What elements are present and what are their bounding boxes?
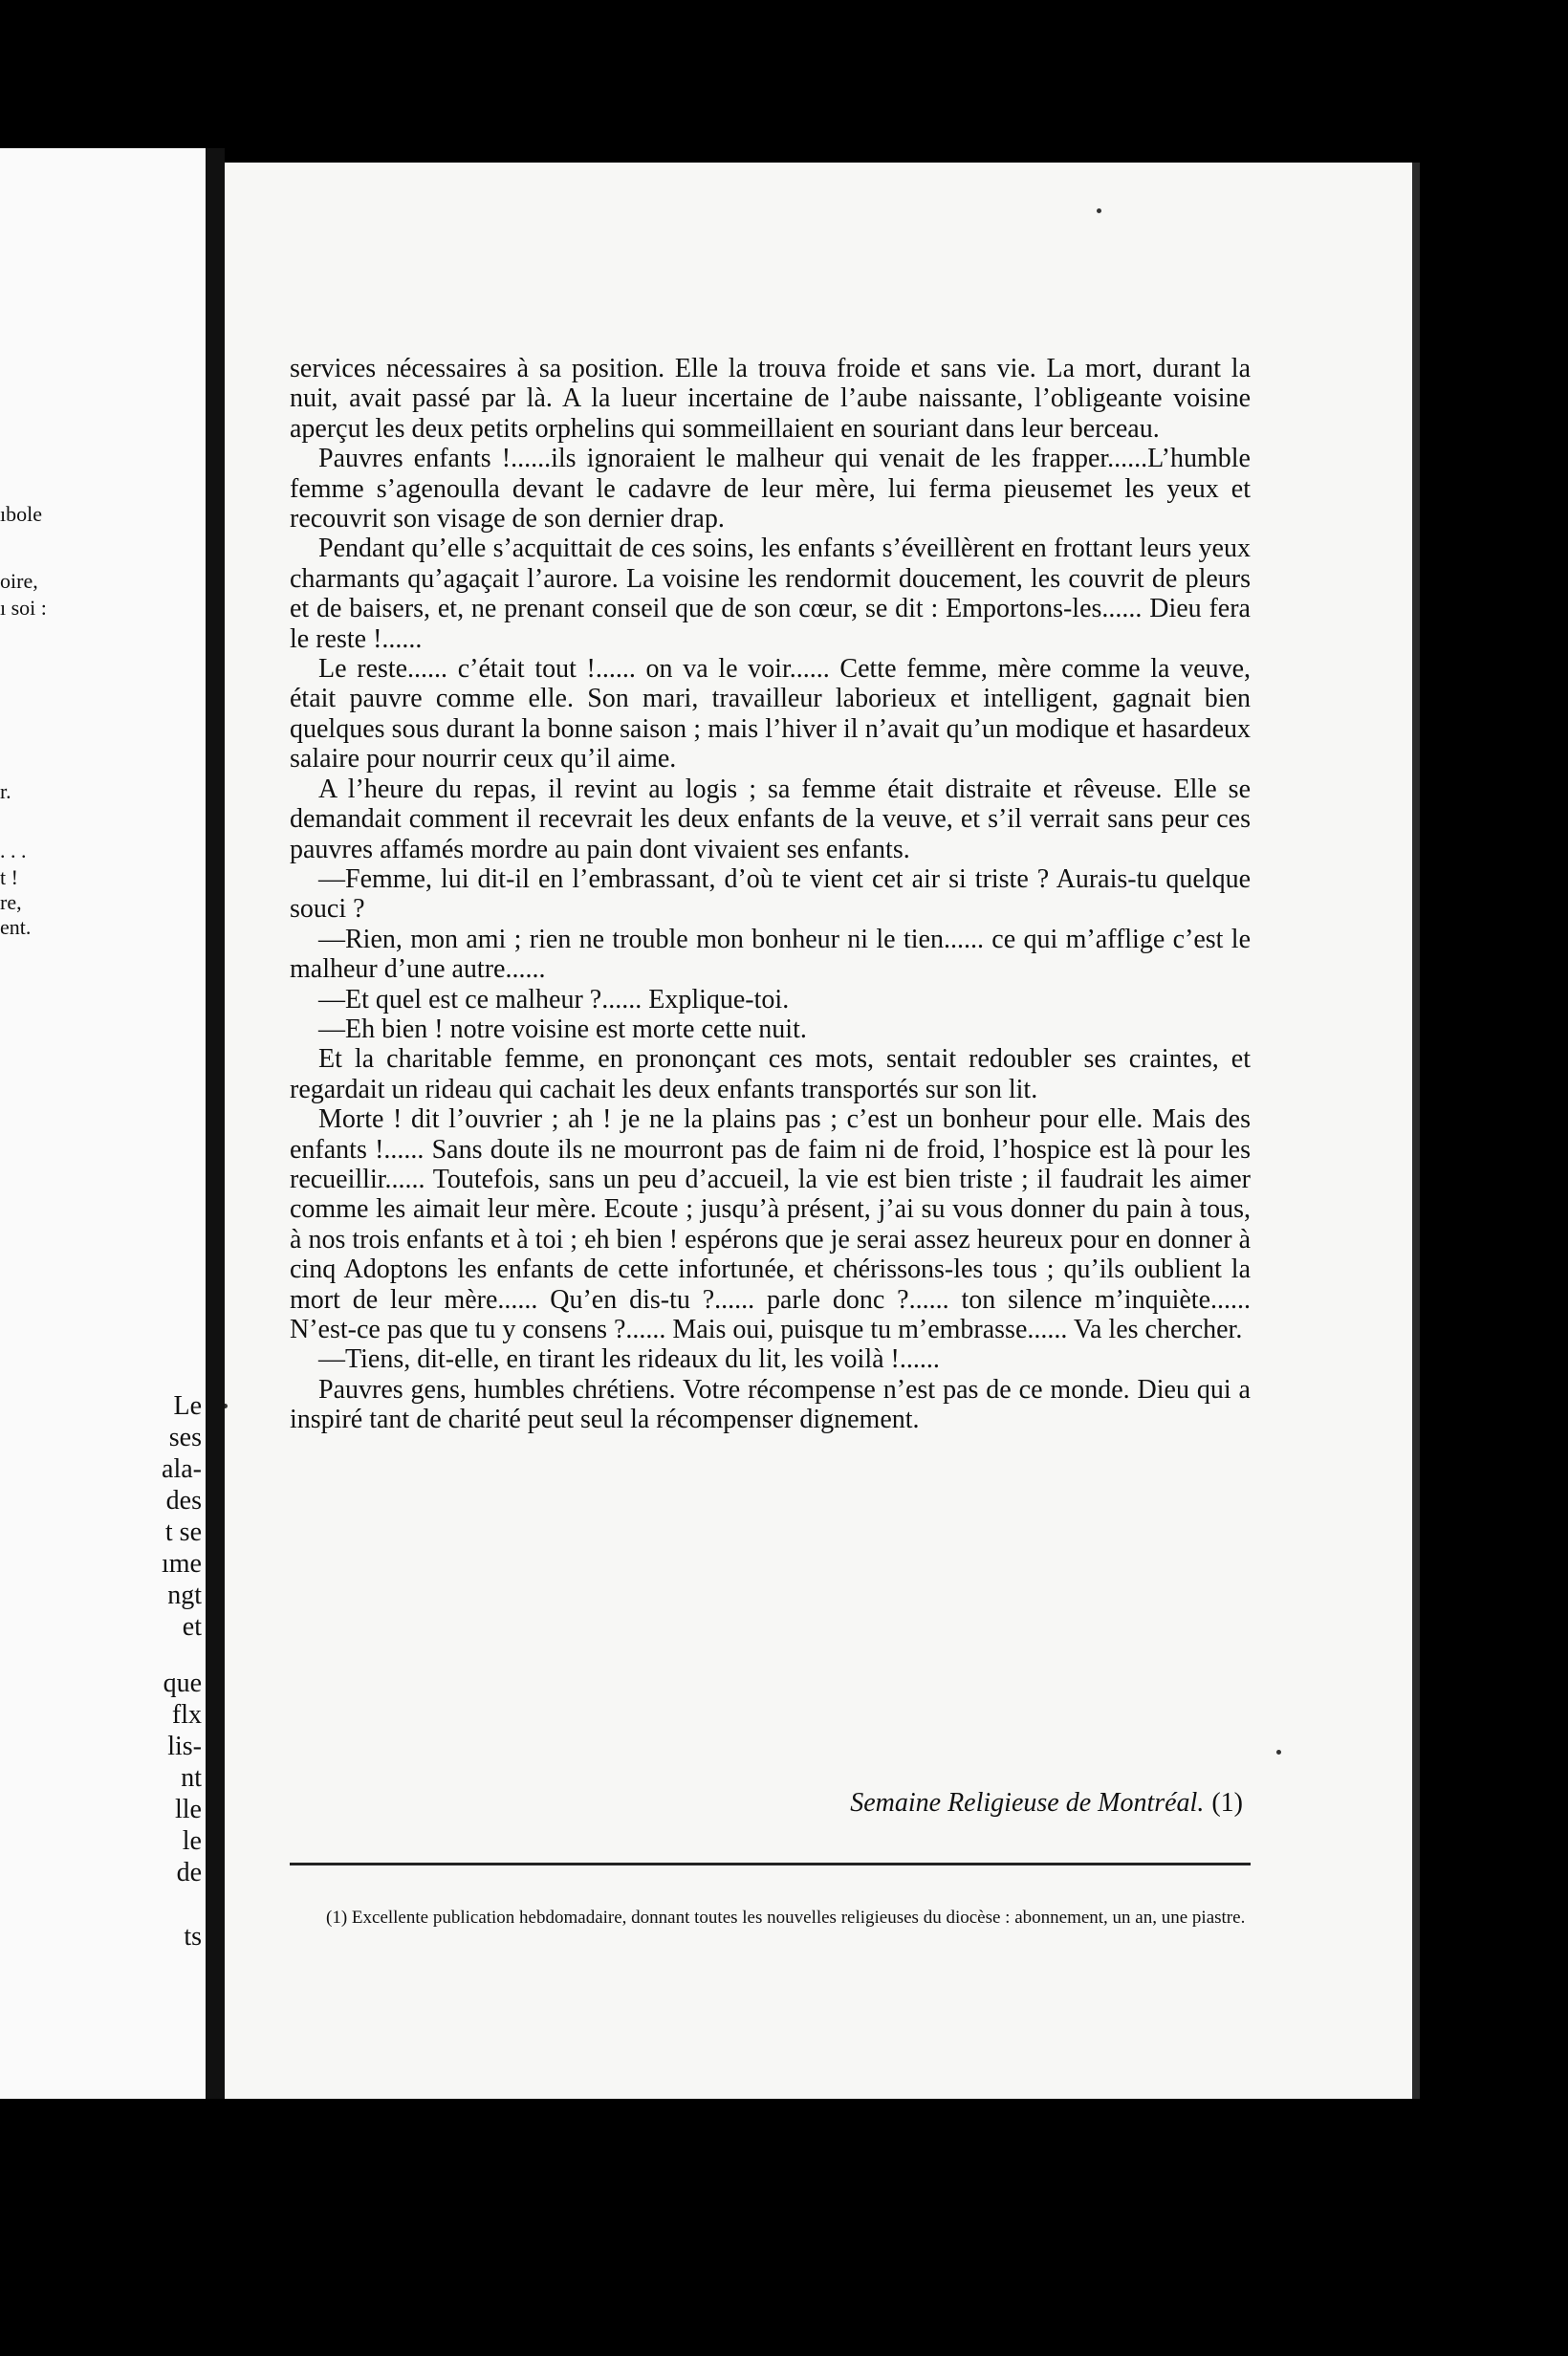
scan-speck [1276, 1750, 1281, 1755]
left-fragment: le [182, 1826, 202, 1856]
paragraph: —Eh bien ! notre voisine est morte cette nuit. [318, 1014, 807, 1044]
paragraph: Morte ! dit l’ouvrier ; ah ! je ne la plains pas ; c’est un bonheur pour elle. Mais des enfants !...... Sans doute ils ne mourront pas de faim ni de froid, l’hospice est là pour les recueillir...... Toutefois, sans un peu d’accueil, la vie est bien triste ; il faudrait les aimer comme les aimait leur mère. Ecoute ; jusqu’à présent, j’ai su vous donner du pain à tous, à nos trois enfants et à toi ; eh bien ! espérons que je serai assez heureux pour en donner à cinq Adoptons les enfants de cette infortunée, et chérissons-les tous ; qu’ils oublient la mort de leur mère...... Qu’en dis-tu ?...... parle donc ?...... ton silence m’inquiète...... N’est-ce pas que tu y consens ?...... Mais oui, puisque tu m’embrasse...... Va les chercher. [290, 1104, 1251, 1344]
left-fragment: ıme [162, 1549, 202, 1579]
paragraph: services nécessaires à sa position. Elle la trouva froide et sans vie. La mort, durant la nuit, avait passé par là. A la lueur incertaine de l’aube naissante, l’obligeante voisine aperçut les deux petits orphelins qui sommeillaient en souriant dans leur berceau. [290, 354, 1251, 444]
left-fragment: Le [173, 1391, 202, 1421]
paragraph: A l’heure du repas, il revint au logis ; sa femme était distraite et rêveuse. Elle se demandait comment il recevrait les deux enfants de la veuve, et s’il verrait sans peur ces pauvres affamés mordre au pain dont vivaient ses enfants. [290, 774, 1251, 864]
left-fragment: ent. [0, 915, 32, 939]
footnote-reference: (1) [1211, 1788, 1243, 1818]
left-fragment: ala- [162, 1454, 202, 1484]
article-body [290, 354, 1251, 1435]
adjacent-page-fragment [0, 148, 206, 2099]
left-fragment: oire, [0, 569, 38, 593]
paragraph: Pauvres gens, humbles chrétiens. Votre récompense n’est pas de ce monde. Dieu qui a inspiré tant de charité peut seul la récompenser dignement. [290, 1374, 1251, 1435]
paragraph: Pauvres enfants !......ils ignoraient le malheur qui venait de les frapper......L’humble femme s’agenoulla devant le cadavre de leur mère, lui ferma pieusemet les yeux et recouvrit son visage de son dernier drap. [290, 444, 1251, 534]
page-edge-shadow [1412, 163, 1420, 2099]
source-name: Semaine Religieuse de Montréal. [850, 1788, 1205, 1818]
scan-speck [225, 1404, 228, 1408]
left-fragment: de [176, 1858, 202, 1887]
left-fragment: r. [0, 779, 11, 803]
paragraph: —Rien, mon ami ; rien ne trouble mon bonheur ni le tien...... ce qui m’afflige c’est le malheur d’une autre...... [290, 924, 1251, 985]
footnote-divider [290, 1863, 1251, 1865]
left-fragment: flx [171, 1700, 202, 1730]
left-fragment: et [182, 1612, 202, 1642]
left-fragment: ses [168, 1423, 202, 1452]
left-fragment: t ! [0, 865, 18, 889]
paragraph: Le reste...... c’était tout !...... on va le voir...... Cette femme, mère comme la veuve, était pauvre comme elle. Son mari, travailleur laborieux et intelligent, gagnait bien quelques sous durant la bonne saison ; mais l’hiver il n’avait qu’un modique et hasardeux salaire pour nourrir ceux qu’il aime. [290, 654, 1251, 774]
left-fragment: . . . [0, 839, 27, 862]
source-attribution [850, 1788, 1243, 1819]
left-fragment: lle [175, 1795, 202, 1824]
page-gutter [206, 148, 225, 2099]
left-fragment: des [165, 1486, 202, 1516]
left-fragment: ıbole [0, 502, 42, 526]
footnote: (1) Excellente publication hebdomadaire, donnant toutes les nouvelles religieuses du diocèse : abonnement, un an, une piastre. [326, 1908, 1246, 1928]
left-fragment: re, [0, 890, 22, 914]
left-fragment: ı soi : [0, 596, 47, 620]
left-fragment: nt [181, 1763, 202, 1793]
main-page [225, 163, 1420, 2099]
paragraph: Pendant qu’elle s’acquittait de ces soins, les enfants s’éveillèrent en frottant leurs yeux charmants qu’agaçait l’aurore. La voisine les rendormit doucement, les couvrit de pleurs et de baisers, et, ne prenant conseil que de son cœur, se dit : Emportons-les...... Dieu fera le reste !...... [290, 534, 1251, 654]
paragraph: —Femme, lui dit-il en l’embrassant, d’où te vient cet air si triste ? Aurais-tu quelque souci ? [290, 863, 1251, 925]
paragraph: —Et quel est ce malheur ?...... Explique-toi. [318, 984, 790, 1014]
left-fragment: ngt [167, 1581, 202, 1610]
scan-speck [1097, 208, 1101, 213]
left-fragment: ts [184, 1922, 202, 1952]
paragraph: —Tiens, dit-elle, en tirant les rideaux du lit, les voilà !...... [318, 1344, 940, 1375]
left-fragment: lis- [167, 1732, 202, 1761]
paragraph: Et la charitable femme, en prononçant ces mots, sentait redoubler ses craintes, et regardait un rideau qui cachait les deux enfants transportés sur son lit. [290, 1044, 1251, 1104]
left-fragment: que [163, 1669, 202, 1698]
left-fragment: t se [164, 1517, 202, 1547]
